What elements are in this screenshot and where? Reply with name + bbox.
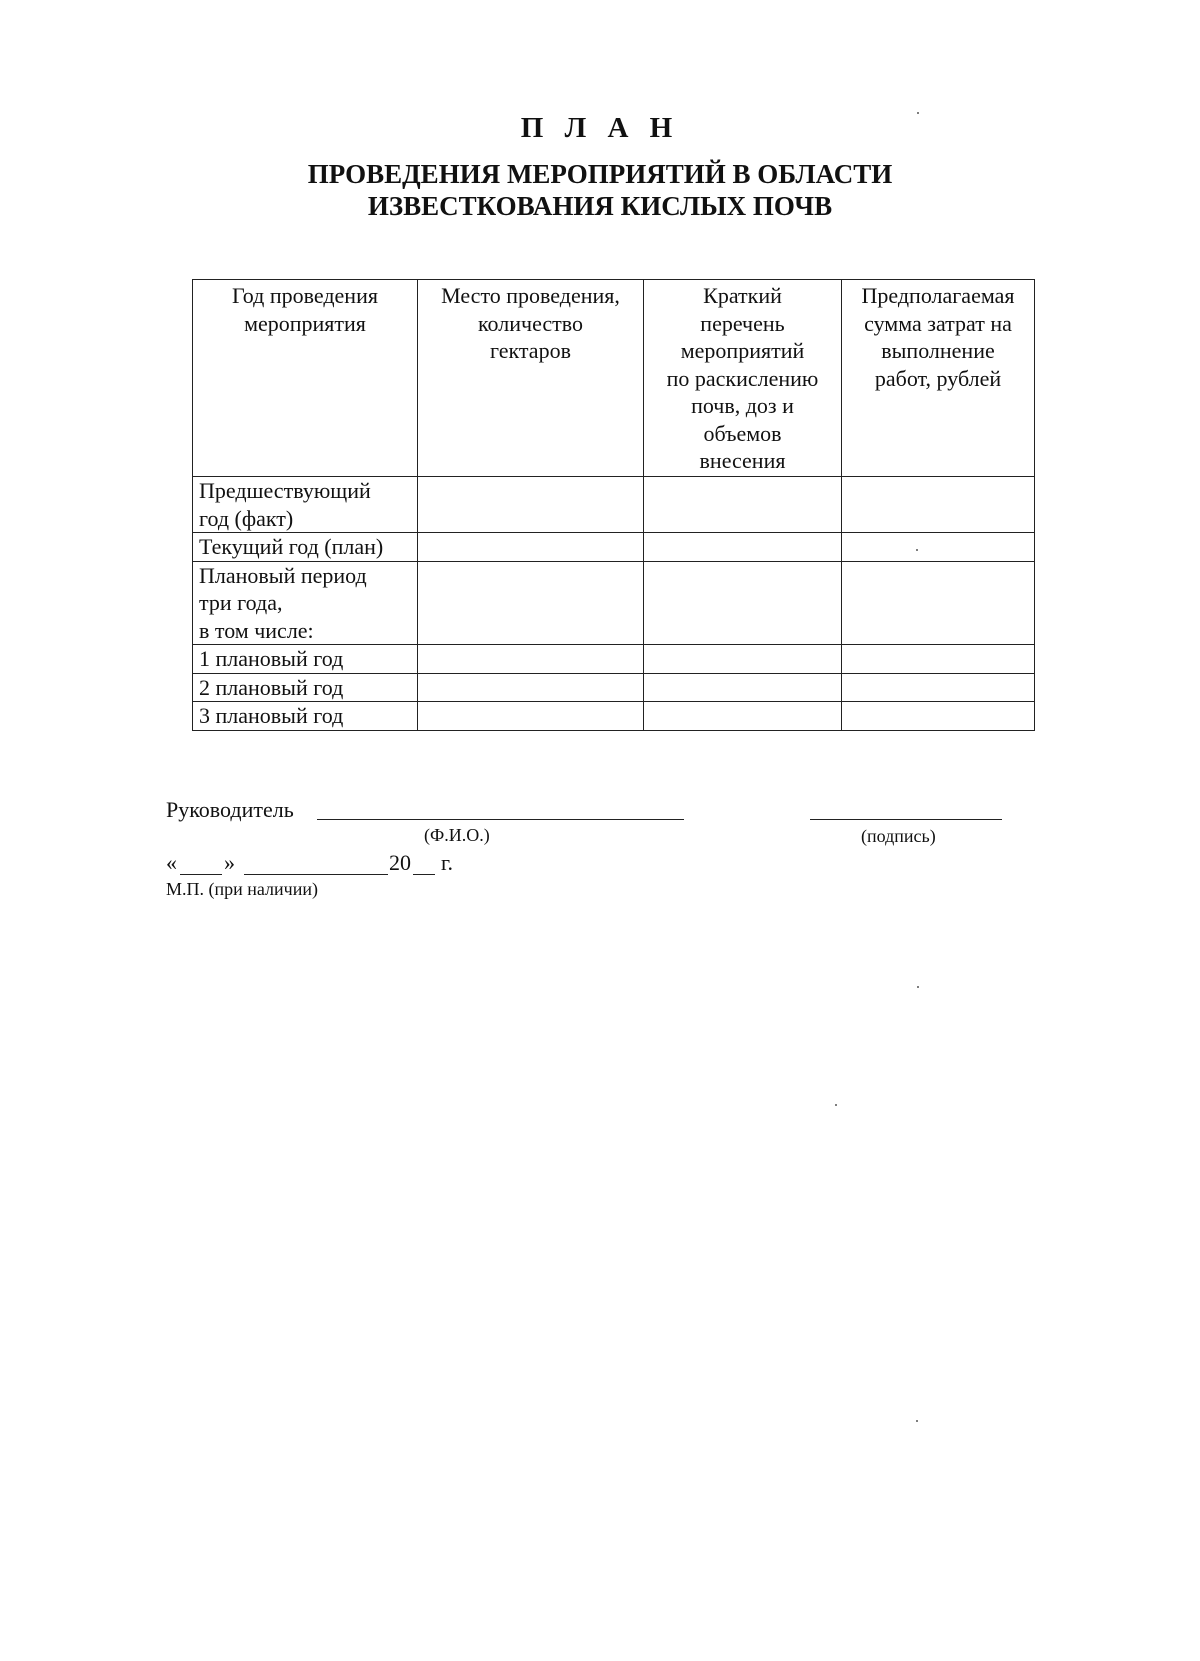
subtitle-line-2: ИЗВЕСТКОВАНИЯ КИСЛЫХ ПОЧВ	[367, 191, 833, 221]
table-cell[interactable]	[842, 477, 1035, 533]
scan-speck	[917, 112, 919, 114]
header-year: Год проведения мероприятия	[193, 280, 418, 477]
document-subtitle	[0, 158, 1200, 222]
sign-caption: (подпись)	[861, 826, 936, 846]
table-cell[interactable]	[644, 561, 842, 645]
header-cost: Предполагаемая сумма затрат на выполнение работ, рублей	[842, 280, 1035, 477]
table-cell[interactable]	[418, 477, 644, 533]
table-cell[interactable]	[644, 533, 842, 562]
table-row	[193, 702, 1035, 731]
table-cell[interactable]	[418, 561, 644, 645]
date-year-line[interactable]	[413, 850, 435, 875]
table-row	[193, 533, 1035, 562]
row-label-plan-year-2: 2 плановый год	[193, 673, 418, 702]
document-title: П Л А Н	[520, 112, 680, 144]
scan-speck	[916, 549, 918, 551]
scan-speck	[917, 986, 919, 988]
table-header-row	[193, 280, 1035, 477]
scan-speck	[916, 1420, 918, 1422]
name-caption: (Ф.И.О.)	[424, 825, 490, 845]
name-signature-line[interactable]	[317, 793, 684, 820]
plan-table	[192, 279, 1035, 731]
year-prefix: 20	[389, 850, 411, 875]
table-cell[interactable]	[842, 673, 1035, 702]
table-row	[193, 477, 1035, 533]
head-label: Руководитель	[166, 797, 294, 822]
table-cell[interactable]	[644, 673, 842, 702]
table-row	[193, 673, 1035, 702]
subtitle-line-1: ПРОВЕДЕНИЯ МЕРОПРИЯТИЙ В ОБЛАСТИ	[307, 159, 893, 189]
table-cell[interactable]	[644, 645, 842, 674]
table-cell[interactable]	[842, 561, 1035, 645]
table-cell[interactable]	[418, 673, 644, 702]
table-cell[interactable]	[418, 702, 644, 731]
year-suffix: г.	[441, 850, 454, 875]
header-measures: Краткий перечень мероприятий по раскислению почв, доз и объемов внесения	[644, 280, 842, 477]
table-cell[interactable]	[842, 533, 1035, 562]
table-row	[193, 645, 1035, 674]
table-row	[193, 561, 1035, 645]
header-location: Место проведения, количество гектаров	[418, 280, 644, 477]
row-label-previous-year: Предшествующий год (факт)	[193, 477, 418, 533]
table-cell[interactable]	[418, 533, 644, 562]
row-label-current-year: Текущий год (план)	[193, 533, 418, 562]
scan-speck	[835, 1104, 837, 1106]
row-label-plan-year-3: 3 плановый год	[193, 702, 418, 731]
date-month-line[interactable]	[244, 850, 388, 875]
table-cell[interactable]	[644, 477, 842, 533]
table-cell[interactable]	[842, 645, 1035, 674]
row-label-plan-period: Плановый период три года, в том числе:	[193, 561, 418, 645]
table-cell[interactable]	[842, 702, 1035, 731]
row-label-plan-year-1: 1 плановый год	[193, 645, 418, 674]
date-day-line[interactable]	[180, 850, 222, 875]
date-close-quote: »	[224, 850, 235, 875]
table-cell[interactable]	[418, 645, 644, 674]
signature-line[interactable]	[810, 793, 1002, 820]
table-cell[interactable]	[644, 702, 842, 731]
date-open-quote: «	[166, 850, 177, 875]
stamp-note: М.П. (при наличии)	[166, 879, 318, 899]
